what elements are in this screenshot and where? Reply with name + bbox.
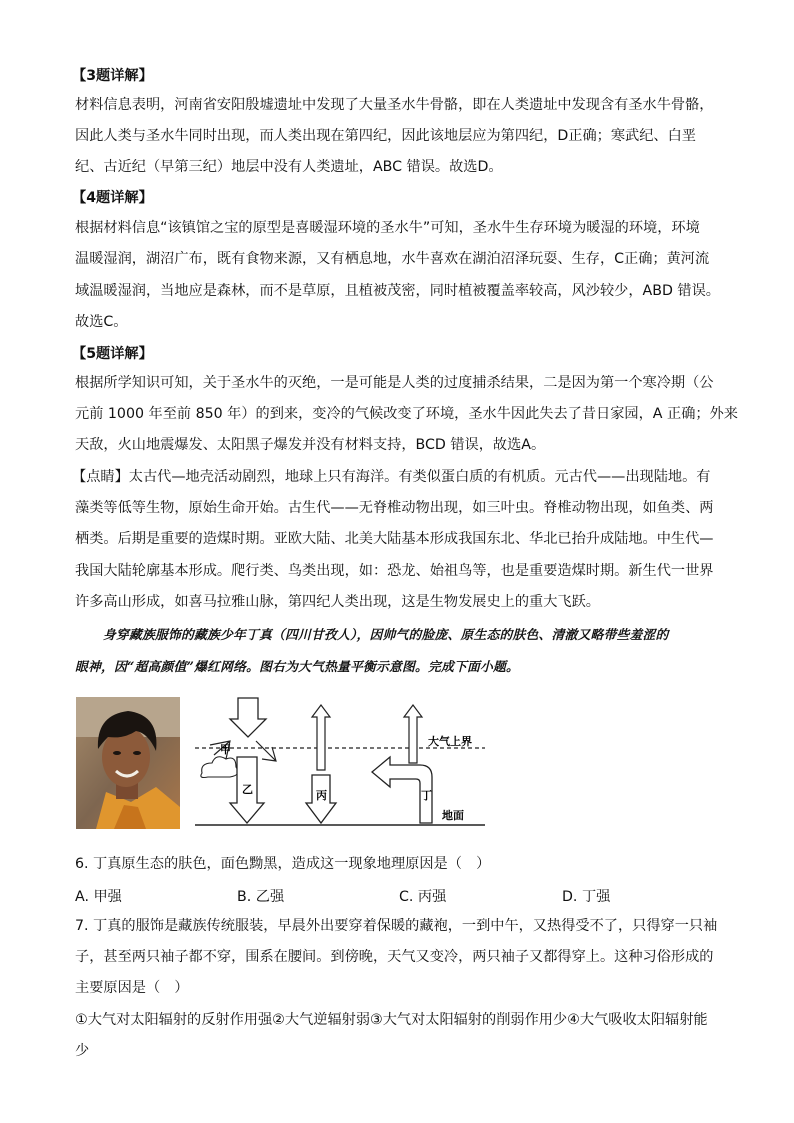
q3-line-1: 材料信息表明，河南省安阳殷墟遗址中发现了大量圣水牛骨骼，即在人类遗址中发现含有圣水牛骨骼， (75, 97, 714, 113)
intro-line-2: 眼神，因“超高颜值”爆红网络。图右为大气热量平衡示意图。完成下面小题。 (75, 660, 520, 675)
q7-line-2: 子，甚至两只袖子都不穿，围系在腰间。到傍晚，天气又变冷，两只袖子又都得穿上。这种习俗形成的 (75, 949, 714, 965)
label-ground: 地面 (442, 809, 464, 822)
upward-arrow (404, 705, 422, 763)
q4-line-3: 域温暖湿润，当地应是森林，而不是草原，且植被茂密，同时植被覆盖率较高，风沙较少，ABD 错误。 (75, 283, 720, 299)
q6-stem: 6. 丁真原生态的肤色，面色黝黑，造成这一现象地理原因是（ ） (75, 856, 491, 872)
intro-line-1: 身穿藏族服饰的藏族少年丁真（四川甘孜人），因帅气的脸庞、原生态的肤色、清澈又略带些羞涩的 (103, 628, 669, 643)
q5-line-3: 天敌，火山地震爆发、太阳黑子爆发并没有材料支持，BCD 错误，故选A。 (75, 437, 546, 453)
label-bing: 丙 (316, 789, 327, 802)
tip-line-5: 许多高山形成，如喜马拉雅山脉，第四纪人类出现，这是生物发展史上的重大飞跃。 (75, 594, 600, 610)
q4-line-2: 温暖湿润，湖沼广布，既有食物来源，又有栖息地，水牛喜欢在湖泊沼泽玩耍、生存，C正确；黄河流 (75, 251, 710, 267)
portrait-photo (76, 697, 180, 829)
q3-heading: 【3题详解】 (72, 68, 153, 84)
q4-line-4: 故选C。 (75, 314, 128, 330)
tip-line-1: 【点睛】太古代—地壳活动剧烈，地球上只有海洋。有类似蛋白质的有机质。元古代——出现陆地。有 (72, 469, 711, 485)
q3-line-3: 纪、古近纪（早第三纪）地层中没有人类遗址，ABC 错误。故选D。 (75, 159, 503, 175)
q6-option-b[interactable]: B. 乙强 (237, 889, 285, 905)
label-atm-top: 大气上界 (428, 735, 472, 748)
q4-heading: 【4题详解】 (72, 190, 153, 206)
q6-option-a[interactable]: A. 甲强 (75, 889, 122, 905)
ground-radiation-arrow (312, 705, 330, 770)
label-yi: 乙 (242, 783, 253, 796)
tip-line-4: 我国大陆轮廓基本形成。爬行类、鸟类出现，如：恐龙、始祖鸟等，也是重要造煤时期。新生代一世界 (75, 563, 714, 579)
q7-line-1: 7. 丁真的服饰是藏族传统服装，早晨外出要穿着保暖的藏袍，一到中午，又热得受不了，只得穿一只袖 (75, 918, 718, 934)
atmosphere-heat-balance-diagram (190, 695, 490, 830)
q5-line-1: 根据所学知识可知，关于圣水牛的灭绝，一是可能是人类的过度捕杀结果，二是因为第一个寒冷期（公 (75, 375, 714, 391)
q5-line-2: 元前 1000 年至前 850 年）的到来，变冷的气候改变了环境，圣水牛因此失去了昔日家园，A 正确；外来 (75, 406, 738, 422)
reflect-arrow-right (256, 741, 276, 761)
q7-line-5: 少 (75, 1043, 90, 1059)
q6-option-d[interactable]: D. 丁强 (562, 889, 611, 905)
tip-line-3: 栖类。后期是重要的造煤时期。亚欧大陆、北美大陆基本形成我国东北、华北已抬升成陆地。中生代— (75, 531, 714, 547)
q6-option-c[interactable]: C. 丙强 (399, 889, 447, 905)
q4-line-1: 根据材料信息“该镇馆之宝的原型是喜暖湿环境的圣水牛”可知，圣水牛生存环境为暖湿的环境，环境 (75, 220, 700, 236)
label-jia: 甲 (220, 743, 231, 756)
q7-line-3: 主要原因是（ ） (75, 980, 189, 996)
tip-line-2: 藻类等低等生物，原始生命开始。古生代——无脊椎动物出现，如三叶虫。脊椎动物出现，如鱼类、两 (75, 500, 714, 516)
q3-line-2: 因此人类与圣水牛同时出现，而人类出现在第四纪，因此该地层应为第四纪，D正确；寒武纪、白垩 (75, 128, 696, 144)
label-ding: 丁 (421, 789, 432, 802)
q7-line-4: ①大气对太阳辐射的反射作用强②大气逆辐射弱③大气对太阳辐射的削弱作用少④大气吸收太阳辐射能 (75, 1012, 708, 1028)
cloud-icon (201, 757, 238, 778)
solar-arrow (230, 698, 266, 737)
q5-heading: 【5题详解】 (72, 346, 153, 362)
